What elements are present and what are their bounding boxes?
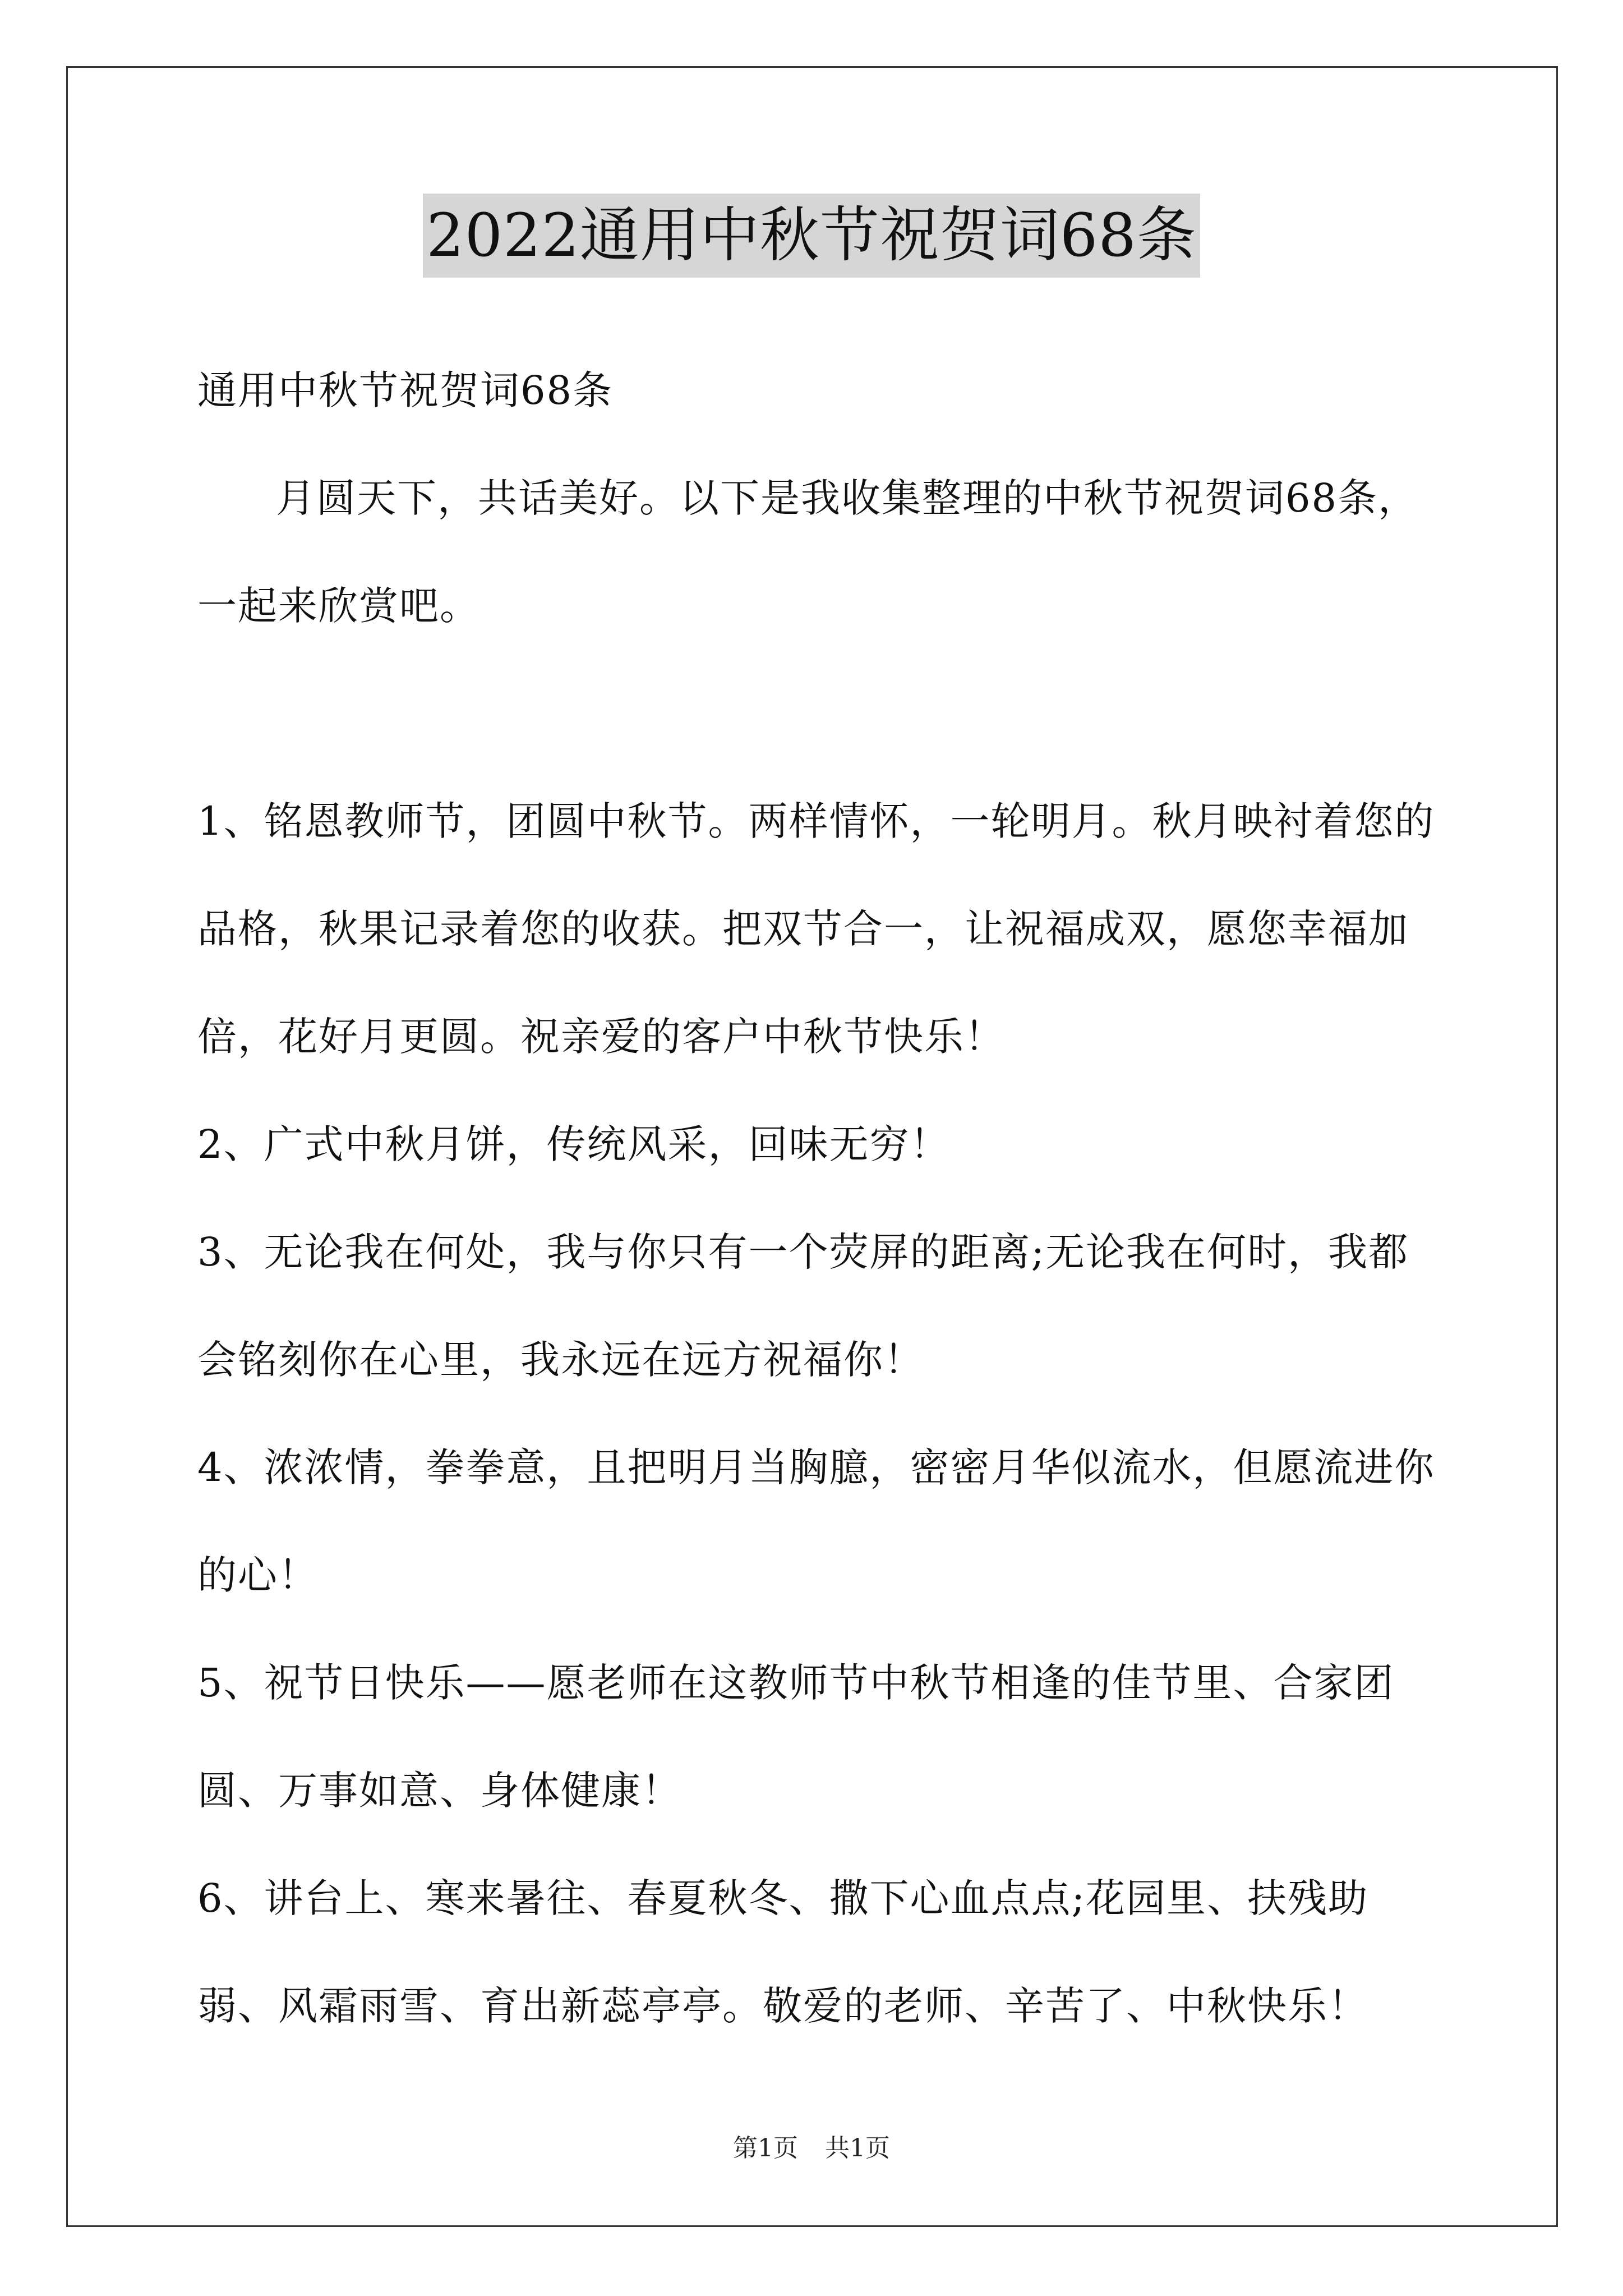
list-item: 2、广式中秋月饼，传统风采，回味无穷！ — [197, 1121, 951, 1167]
title-container — [0, 194, 1623, 278]
list-item: 6、讲台上、寒来暑往、春夏秋冬、撒下心血点点;花园里、扶残助弱、风霜雨雪、育出新蕊亭亭。敬爱的老师、辛苦了、中秋快乐！ — [197, 1875, 1369, 2029]
intro-paragraph: 月圆天下，共话美好。以下是我收集整理的中秋节祝贺词68条，一起来欣赏吧。 — [197, 475, 1419, 629]
page-number: 第1页 — [733, 2134, 798, 2162]
page-total: 共1页 — [825, 2134, 890, 2162]
document-title: 2022通用中秋节祝贺词68条 — [423, 194, 1200, 278]
document-subtitle: 通用中秋节祝贺词68条 — [197, 367, 614, 413]
list-item: 4、浓浓情，拳拳意，且把明月当胸臆，密密月华似流水，但愿流进你的心！ — [197, 1444, 1435, 1598]
page-footer — [0, 2132, 1623, 2165]
document-body — [197, 337, 1437, 2060]
paragraph-spacer — [197, 660, 1437, 767]
list-item: 5、祝节日快乐——愿老师在这教师节中秋节相逢的佳节里、合家团圆、万事如意、身体健康！ — [197, 1660, 1395, 1814]
list-item: 1、铭恩教师节，团圆中秋节。两样情怀，一轮明月。秋月映衬着您的品格，秋果记录着您的收获。把双节合一，让祝福成双，愿您幸福加倍，花好月更圆。祝亲爱的客户中秋节快乐！ — [197, 798, 1435, 1060]
list-item: 3、无论我在何处，我与你只有一个荧屏的距离;无论我在何时，我都会铭刻你在心里，我永远在远方祝福你！ — [197, 1229, 1409, 1383]
